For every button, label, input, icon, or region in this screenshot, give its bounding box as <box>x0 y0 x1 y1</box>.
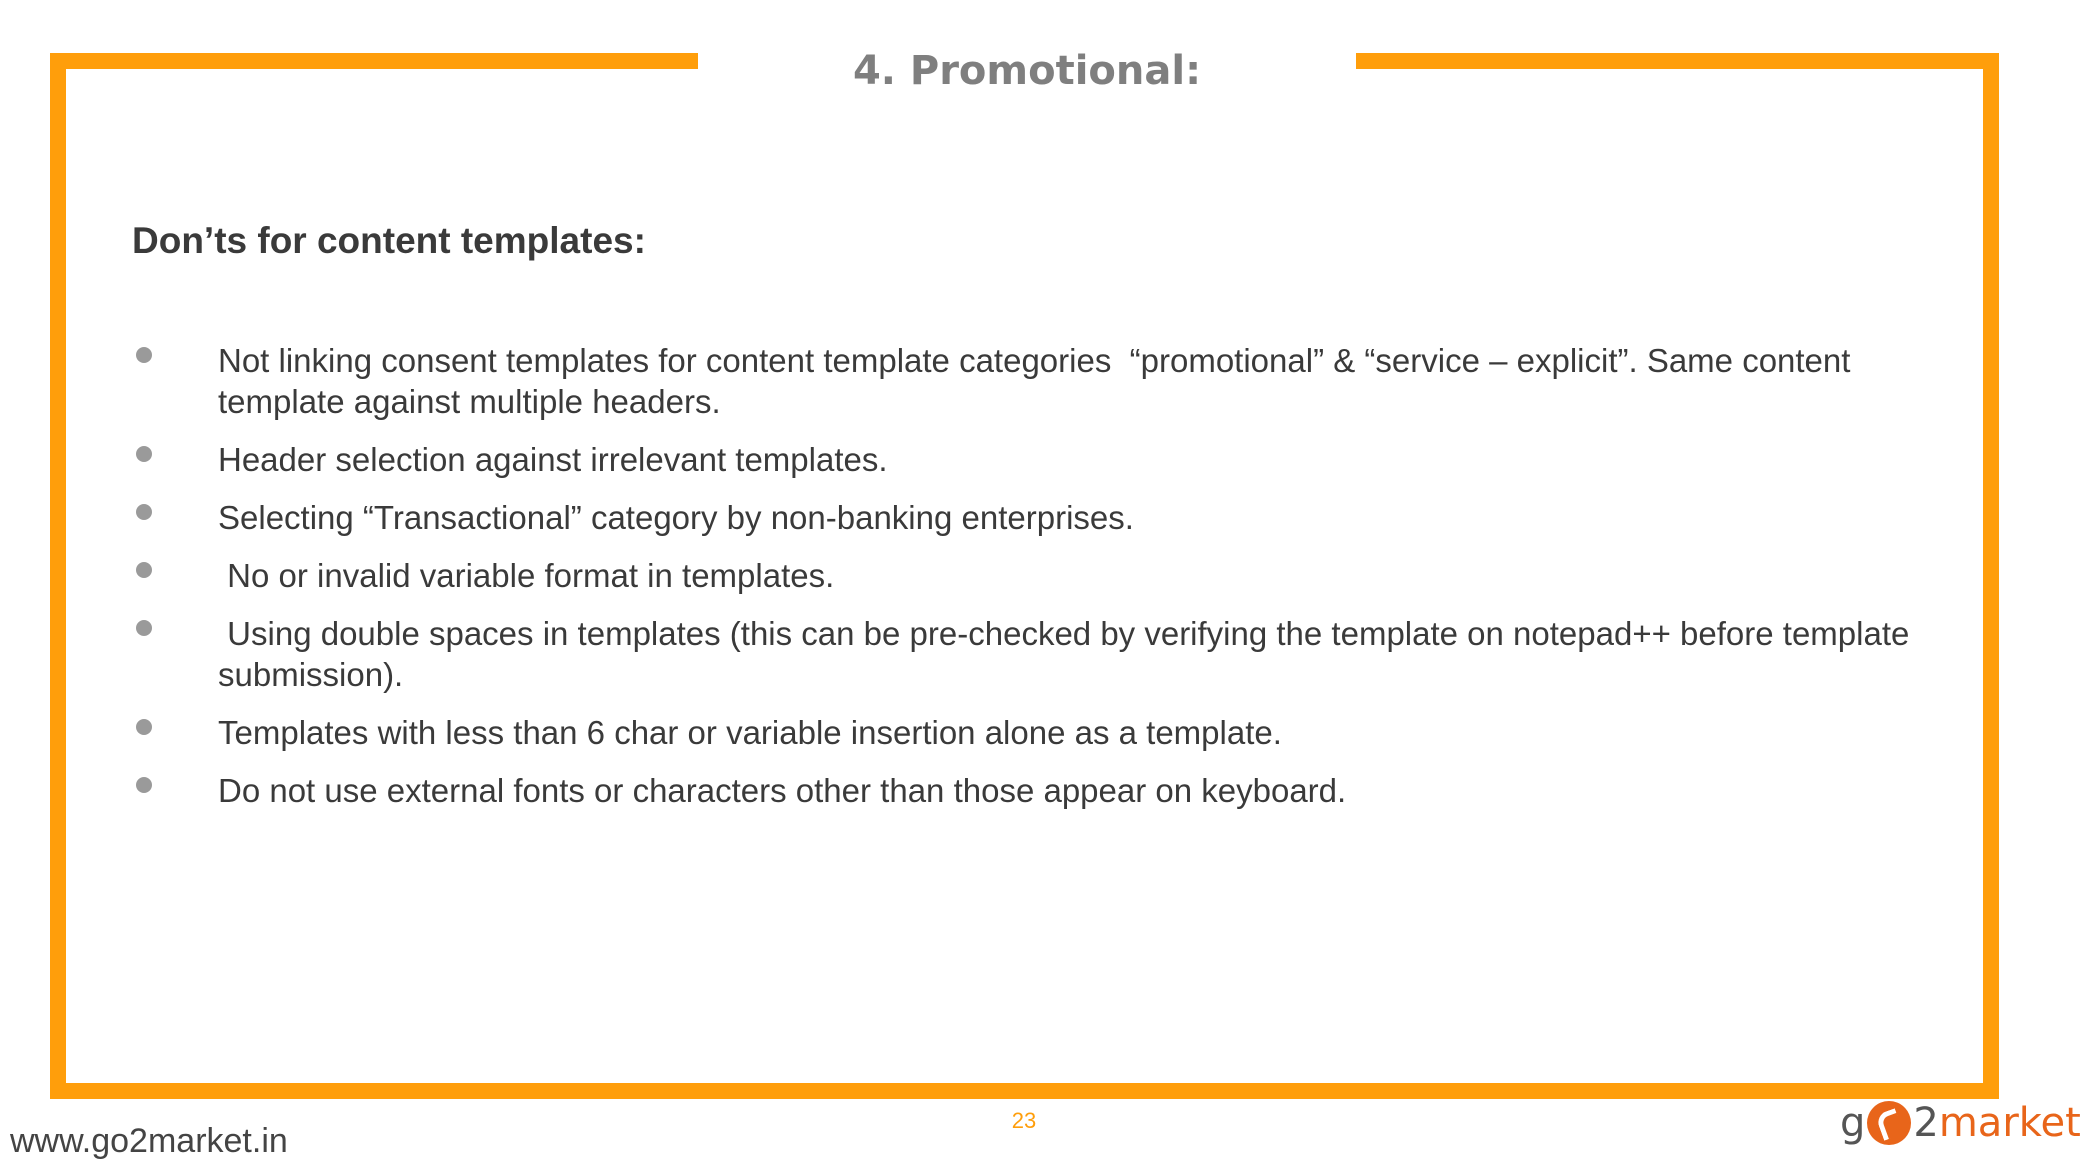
bullet-text: Header selection against irrelevant templates. <box>218 441 888 478</box>
bullet-dot-icon <box>136 347 152 363</box>
phone-logo-icon <box>1867 1101 1911 1145</box>
bullet-item <box>130 497 1910 538</box>
logo-market: market <box>1938 1100 2081 1146</box>
bullet-dot-icon <box>136 620 152 636</box>
bullet-text: Templates with less than 6 char or variable insertion alone as a template. <box>218 714 1282 751</box>
page-number: 23 <box>1011 1108 1037 1133</box>
bullet-dot-icon <box>136 777 152 793</box>
bullet-item <box>130 770 1910 811</box>
slide-title: 4. Promotional: <box>852 48 1202 94</box>
bullet-dot-icon <box>136 719 152 735</box>
bullet-text: Not linking consent templates for content template categories “promotional” & “service – explicit”. Same content template against multiple headers. <box>218 342 1860 420</box>
bullet-item <box>130 555 1910 596</box>
frame-top-left <box>50 53 698 69</box>
bullet-item <box>130 712 1910 753</box>
bullet-item <box>130 613 1919 695</box>
bullet-item <box>130 340 1910 422</box>
go2market-logo <box>1840 1098 2081 1148</box>
bullet-item <box>130 439 1910 480</box>
bullet-dot-icon <box>136 504 152 520</box>
bullet-list <box>130 340 1919 828</box>
section-heading: Don’ts for content templates: <box>132 220 646 261</box>
frame-bottom <box>50 1083 1999 1099</box>
bullet-dot-icon <box>136 446 152 462</box>
bullet-text: Using double spaces in templates (this can be pre-checked by verifying the template on notepad++ before template submission). <box>218 615 1919 693</box>
frame-top-right <box>1356 53 1999 69</box>
logo-two: 2 <box>1913 1100 1939 1146</box>
website-link[interactable]: www.go2market.in <box>10 1122 288 1160</box>
bullet-text: Selecting “Transactional” category by non-banking enterprises. <box>218 499 1134 536</box>
bullet-dot-icon <box>136 562 152 578</box>
bullet-text: Do not use external fonts or characters other than those appear on keyboard. <box>218 772 1347 809</box>
frame-left <box>50 53 66 1099</box>
frame-right <box>1983 53 1999 1099</box>
logo-g: g <box>1840 1100 1866 1146</box>
bullet-text: No or invalid variable format in templates. <box>218 557 835 594</box>
